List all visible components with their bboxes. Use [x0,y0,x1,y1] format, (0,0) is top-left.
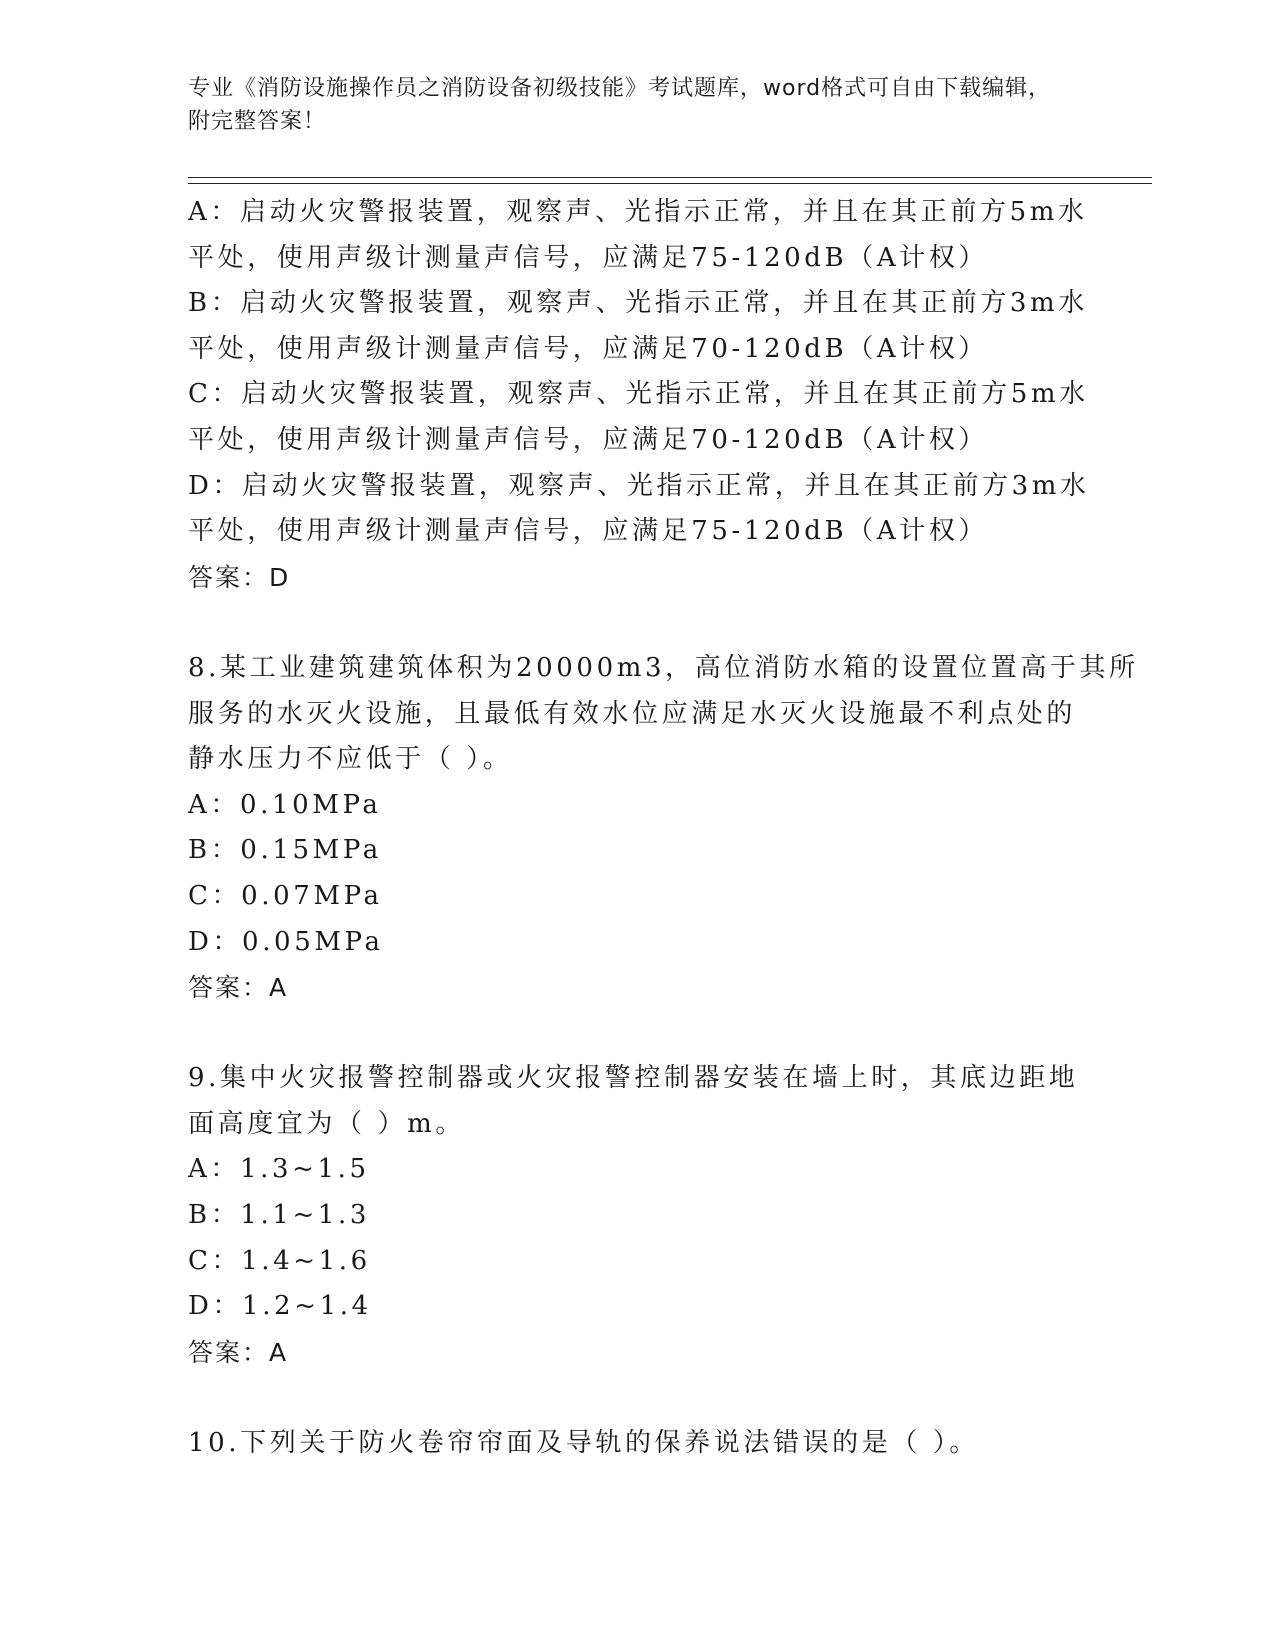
option-c [188,372,1088,463]
option-a: A：0.10MPa [188,789,382,820]
question-text-line: 服务的水灭火设施，且最低有效水位应满足水灭火设施最不利点处的 [188,698,1077,729]
option-text-line: B：启动火灾警报装置，观察声、光指示正常，并且在其正前方3m水 [188,288,1088,319]
option-text-line: 平处，使用声级计测量声信号，应满足70-120dB（A计权） [188,424,989,455]
option-b: B：0.15MPa [188,835,382,866]
document-header: 专业《消防设施操作员之消防设备初级技能》考试题库，word格式可自由下载编辑，附完整答案！ [188,76,1052,134]
option-text-line: 平处，使用声级计测量声信号，应满足70-120dB（A计权） [188,333,989,364]
header-divider [188,183,1152,184]
option-b: B：1.1~1.3 [188,1200,370,1231]
question-9 [188,1056,1088,1375]
option-c: C：0.07MPa [188,880,383,911]
option-text-line: C：启动火灾警报装置，观察声、光指示正常，并且在其正前方5m水 [188,379,1089,410]
question-text-line: 静水压力不应低于（ ）。 [188,744,513,775]
option-d [188,464,1088,555]
option-text-line: 平处，使用声级计测量声信号，应满足75-120dB（A计权） [188,242,989,273]
header-divider [188,177,1152,178]
question-text-line: 8.某工业建筑建筑体积为20000m3，高位消防水箱的设置位置高于其所 [188,652,1139,683]
option-d: D：0.05MPa [188,926,384,957]
option-text-line: 平处，使用声级计测量声信号，应满足75-120dB（A计权） [188,516,989,547]
answer-label: 答案：A [188,973,289,1003]
answer-label: 答案：D [188,562,291,592]
question-text-line: 10.下列关于防火卷帘帘面及导轨的保养说法错误的是（ ）。 [188,1428,980,1459]
option-a [188,190,1088,281]
question-10 [188,1421,1088,1467]
answer-label: 答案：A [188,1337,289,1367]
question-text-line: 面高度宜为（ ）m。 [188,1108,465,1139]
question-7-options [188,190,1088,555]
option-b [188,281,1088,372]
option-text-line: D：启动火灾警报装置，观察声、光指示正常，并且在其正前方3m水 [188,470,1090,501]
question-8 [188,646,1139,1011]
option-d: D：1.2~1.4 [188,1291,372,1322]
option-a: A：1.3~1.5 [188,1154,370,1185]
option-text-line: A：启动火灾警报装置，观察声、光指示正常，并且在其正前方5m水 [188,197,1088,227]
option-c: C：1.4~1.6 [188,1245,371,1276]
question-text-line: 9.集中火灾报警控制器或火灾报警控制器安装在墙上时，其底边距地 [188,1063,1079,1094]
question-content [188,190,1139,1467]
